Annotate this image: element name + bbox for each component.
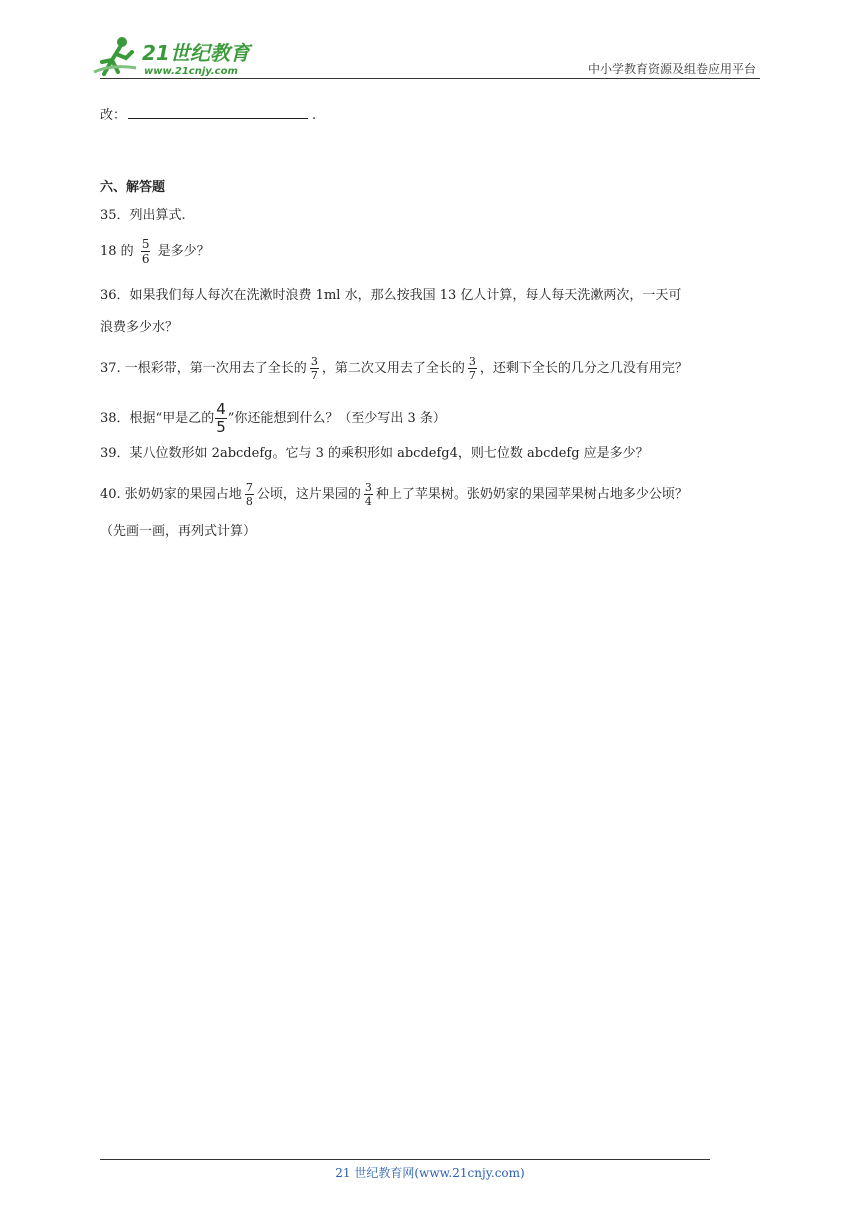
q35-post: 是多少？ — [157, 244, 210, 259]
q40-fraction-1 — [245, 482, 254, 507]
q37-text-3: ，还剩下全长的几分之几没有用完？ — [479, 361, 688, 376]
q35-line2 — [100, 238, 210, 265]
q36-line2: 浪费多少水？ — [100, 320, 179, 335]
q38-text-1: 38．根据“甲是乙的 — [100, 411, 215, 426]
q38-text-2: ”你还能想到什么？（至少写出 3 条） — [227, 411, 446, 426]
q37-f1-numerator: 3 — [310, 355, 318, 368]
q38-numerator: 4 — [216, 400, 226, 418]
q40-text-2: 公顷，这片果园的 — [256, 487, 361, 502]
footer-link[interactable]: 21 世纪教育网(www.21cnjy.com) — [335, 1166, 525, 1180]
q40-f2-numerator: 3 — [364, 481, 372, 494]
q38-fraction — [215, 402, 227, 435]
q37-text-2: ，第二次又用去了全长的 — [321, 361, 465, 376]
logo-text: 21世纪教育 — [142, 41, 250, 65]
correction-line — [100, 106, 316, 126]
q37-fraction-1 — [310, 356, 319, 381]
q40-fraction-2 — [364, 482, 373, 507]
logo-url: www.21cnjy.com — [144, 66, 238, 77]
q40-f1-numerator: 7 — [245, 481, 253, 494]
answer-blank[interactable] — [128, 106, 308, 119]
q35-fraction — [141, 238, 151, 265]
logo — [92, 32, 262, 80]
q40-text-1: 40. 张奶奶家的果园占地 — [100, 487, 242, 502]
q40-f2-denominator: 4 — [364, 495, 372, 508]
q40-line1 — [100, 482, 688, 507]
q37-line — [100, 356, 688, 381]
correction-end: . — [312, 108, 317, 123]
runner-icon — [94, 37, 136, 74]
q37-f2-denominator: 7 — [468, 369, 476, 382]
section-title: 六、解答题 — [100, 180, 166, 195]
q35-line1: 35．列出算式. — [100, 208, 186, 223]
q35-pre: 18 的 — [100, 244, 134, 259]
header-platform-text: 中小学教育资源及组卷应用平台 — [587, 62, 756, 76]
q37-f2-numerator: 3 — [468, 355, 476, 368]
q40-text-3: 种上了苹果树。张奶奶家的果园苹果树占地多少公顷？ — [375, 487, 688, 502]
q40-line2: （先画一画，再列式计算） — [100, 524, 257, 539]
q38-denominator: 5 — [216, 418, 226, 436]
q37-text-1: 37. 一根彩带，第一次用去了全长的 — [100, 361, 307, 376]
q35-numerator: 5 — [141, 237, 150, 251]
q37-f1-denominator: 7 — [310, 369, 318, 382]
q40-f1-denominator: 8 — [245, 495, 253, 508]
q36-line1: 36．如果我们每人每次在洗漱时浪费 1ml 水，那么按我国 13 亿人计算，每人每天洗漱两次，一天可 — [100, 288, 682, 303]
correction-label: 改： — [100, 108, 127, 123]
q37-fraction-2 — [468, 356, 477, 381]
q39-line: 39．某八位数形如 2abcdefg。它与 3 的乘积形如 abcdefg4，则七位数 abcdefg 应是多少？ — [100, 446, 649, 461]
footer-divider — [100, 1159, 710, 1160]
header-divider — [100, 78, 760, 79]
q38-line — [100, 402, 446, 435]
q35-denominator: 6 — [141, 252, 150, 266]
